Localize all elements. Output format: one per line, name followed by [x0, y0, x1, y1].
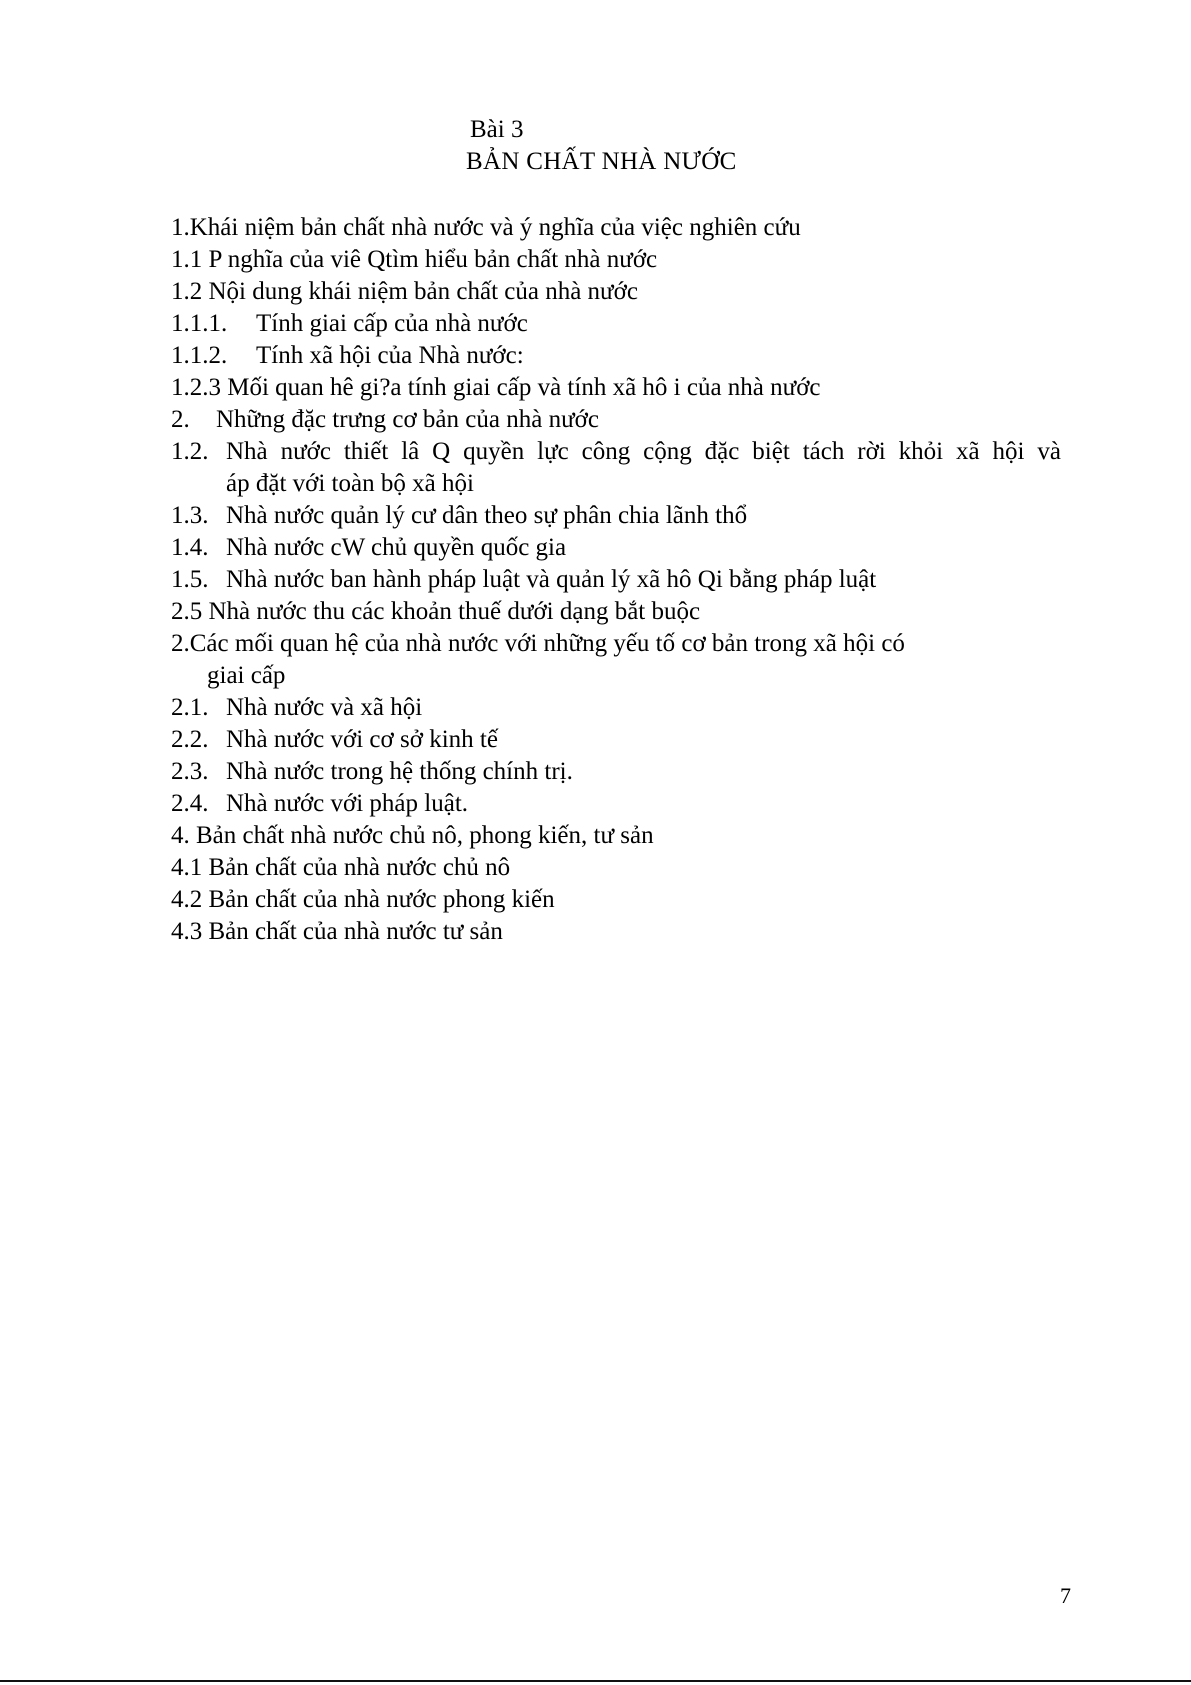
toc-item-text: 1.1 P nghĩa của viê Qtìm hiểu bản chất nhà nước — [171, 246, 658, 273]
toc-item — [171, 372, 1061, 404]
toc-item-continuation: giai cấp — [207, 662, 286, 689]
toc-item — [171, 596, 1061, 628]
toc-item — [171, 244, 1061, 276]
toc-item-text: 2.Các mối quan hệ của nhà nước với những yếu tố cơ bản trong xã hội có — [171, 630, 905, 657]
toc-item — [171, 308, 1061, 340]
toc-item-text: Nhà nước cW chủ quyền quốc gia — [226, 534, 567, 561]
toc-item — [171, 532, 1061, 564]
toc-item-text: Tính giai cấp của nhà nước — [256, 310, 528, 337]
toc-item-text: 2.5 Nhà nước thu các khoản thuế dưới dạng bắt buộc — [171, 598, 701, 625]
toc-item-text: Nhà nước thiết lâ Q quyền lực công cộng đặc biệt tách rời khỏi xã hội và — [226, 438, 1061, 465]
toc-item-text: Những đặc trưng cơ bản của nhà nước — [216, 406, 599, 433]
toc-item-text: Nhà nước ban hành pháp luật và quản lý xã hô Qi bằng pháp luật — [226, 566, 877, 593]
toc-item — [171, 564, 1061, 596]
toc-item-number: 2.2. — [171, 726, 209, 753]
toc-item-number: 2.4. — [171, 790, 209, 817]
toc-item — [171, 404, 1061, 436]
footer-divider — [0, 1680, 1191, 1682]
toc-item — [171, 916, 1061, 948]
toc-item — [171, 212, 1061, 244]
toc-item-number: 2. — [171, 406, 190, 433]
toc-item-text: 1.Khái niệm bản chất nhà nước và ý nghĩa của việc nghiên cứu — [171, 214, 801, 241]
toc-item — [171, 692, 1061, 724]
toc-item-text: 4.1 Bản chất của nhà nước chủ nô — [171, 854, 511, 881]
toc-item-text: 4.2 Bản chất của nhà nước phong kiến — [171, 886, 555, 913]
lesson-number: Bài 3 — [470, 116, 524, 143]
toc-item-number: 1.1.1. — [171, 310, 228, 337]
toc-item-number: 1.4. — [171, 534, 209, 561]
toc-item-text: Nhà nước quản lý cư dân theo sự phân chia lãnh thổ — [226, 502, 748, 529]
toc-item — [171, 756, 1061, 788]
toc-item-number: 2.1. — [171, 694, 209, 721]
page-number: 7 — [1060, 1583, 1071, 1608]
toc-item — [171, 340, 1061, 372]
toc-item — [171, 724, 1061, 756]
lesson-title: BẢN CHẤT NHÀ NƯỚC — [466, 148, 737, 175]
toc-item-text: 4.3 Bản chất của nhà nước tư sản — [171, 918, 503, 945]
toc-item-number: 1.5. — [171, 566, 209, 593]
toc-item-number: 1.1.2. — [171, 342, 228, 369]
toc-item-number: 1.2. — [171, 438, 209, 465]
toc-item-number: 1.3. — [171, 502, 209, 529]
toc-item-number: 2.3. — [171, 758, 209, 785]
table-of-contents — [171, 212, 1061, 948]
toc-item — [171, 884, 1061, 916]
toc-item — [171, 820, 1061, 852]
toc-item-text: 4. Bản chất nhà nước chủ nô, phong kiến, tư sản — [171, 822, 654, 849]
toc-item — [171, 500, 1061, 532]
toc-item-text: Nhà nước với cơ sở kinh tế — [226, 726, 498, 753]
toc-item-text: Nhà nước với pháp luật. — [226, 790, 469, 817]
toc-item-text: Nhà nước trong hệ thống chính trị. — [226, 758, 573, 785]
toc-item — [171, 628, 1061, 660]
toc-item-continuation: áp đặt với toàn bộ xã hội — [226, 470, 474, 497]
toc-item-text: 1.2 Nội dung khái niệm bản chất của nhà nước — [171, 278, 638, 305]
toc-item — [171, 852, 1061, 884]
toc-item — [171, 276, 1061, 308]
toc-item — [171, 436, 1061, 468]
toc-item-text: 1.2.3 Mối quan hê gi?a tính giai cấp và tính xã hô i của nhà nước — [171, 374, 821, 401]
toc-item-text: Tính xã hội của Nhà nước: — [256, 342, 524, 369]
toc-item — [171, 788, 1061, 820]
toc-item-text: Nhà nước và xã hội — [226, 694, 423, 721]
